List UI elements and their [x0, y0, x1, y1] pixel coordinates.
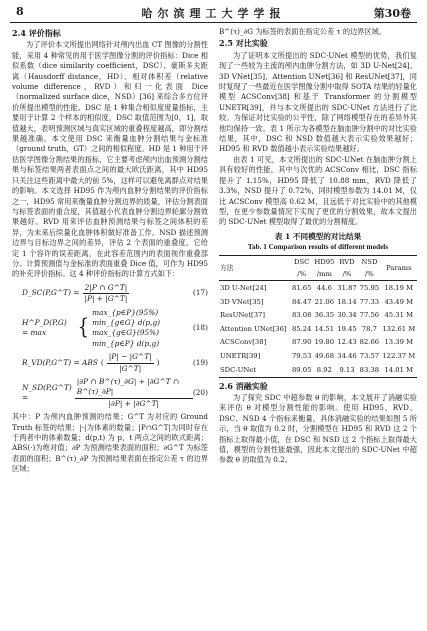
table-row: 3D U-Net[24] 81.65 44.6 31.87 75.95 18.19 M	[220, 283, 414, 292]
symbol-definitions: 其中：P 为颅内血肿预测的结果；G^T 为对应的 Ground Truth 标签的结果；|·|为体素的数量；|P∩G^T|为同时存在于两者中的体素数量；d(p,t) 为 p，t 两点之间的欧式距离；ABS(·)为绝对值；∂P 为预测结果表面的面积；∂G^T 为标签表面的面积；B^(τ)_∂P 为预测结果表面在指定公差 τ 的边界区域；	[12, 412, 208, 474]
unit-nsd: /%	[358, 268, 380, 281]
eq17-numerator: 2|P ∩ G^T|	[83, 283, 130, 294]
equation-20	[12, 377, 208, 409]
continued-text: B^(τ)_∂G 为标签的表面在指定公差 τ 的边界区域。	[219, 27, 386, 36]
eq20-lhs: N_SD(P,G^T) =	[22, 382, 72, 403]
comparison-paragraph: 为了证明本文所提出的 SDC-UNet 模型的优势，我们复现了一些较为主流的颅内血肿分割方法，如 3D U-Net[24]、3D VNet[35]、Attention UNet[36] 和 ResUNet[37]，同时复现了一些最近在医学图像分割中取得 SOTA 结果的轻量化模型 ACSConv[38] 和基于 Transformer 的分割模型 UNETR[39]，并与本文所提出的 SDC-UNet 方法进行了比较。为保证对比实验的公平性，除了网络模型存在的差异外其他均保持一致。表 1 所示为各模型在脑血肿分割中的对比实验结果，其中，DSC 和 NSD 数值越大表示实验效果越好；HD95 和 RVD 数值越小表示实验结果越好。	[219, 50, 417, 154]
table-row: UNETR[39] 79.53 49.68 34.46 73.57 122.37 M	[220, 351, 416, 360]
volume-label: 第30卷	[373, 7, 411, 20]
section-2-4-title: 2.4 评价指标	[12, 28, 61, 38]
section-2-5-title: 2.5 对比实验	[219, 38, 268, 49]
eq17-denominator: |P| + |G^T|	[84, 294, 128, 304]
unit-hd95: /mm	[313, 268, 336, 281]
right-column	[219, 27, 417, 466]
table-row: SDC-UNet 89.05 8.92 9.13 83.38 14.01 M	[219, 363, 417, 377]
unit-rvd: /%	[336, 268, 358, 281]
eq17-lhs: D_SC(P,G^T) =	[22, 288, 80, 298]
eq19-number: (19)	[192, 357, 208, 367]
eq17-number: (17)	[192, 288, 208, 298]
journal-title: 哈尔滨理工大学学报	[141, 7, 286, 20]
table-row: ResUNet[37] 83.08 36.35 30.34 77.56 45.31 M	[220, 311, 414, 320]
eq18-number: (18)	[192, 323, 208, 333]
comparison-table	[219, 255, 417, 378]
table-header-row	[219, 255, 417, 268]
col-header-rvd: RVD	[336, 255, 358, 268]
section-2-6-title: 2.6 消融实验	[219, 380, 268, 391]
eq18-line1: max_{p∈P}(95%) min_{g∈G} d(p,g)	[92, 307, 161, 327]
col-header-nsd: NSD	[358, 255, 380, 268]
header-rule	[10, 22, 417, 23]
brace-symbol: {	[77, 314, 90, 341]
equation-19: R_VD(P,G^T) = ABS ( $\frac{|P| - |G\^{}T|}{|G\^{}T|}$ ) (19)	[22, 352, 208, 373]
col-header-dsc: DSC	[290, 255, 312, 268]
table-row: Attention UNet[36] 85.24 14.51 19.45 78.7 132.61 M	[220, 324, 416, 333]
eq19-numerator: |P| − |G^T|	[107, 352, 154, 363]
col-header-hd95: HD95	[313, 255, 336, 268]
table-row: 3D VNet[35] 84.47 21.06 18.14 77.33 43.49 M	[220, 297, 414, 306]
equation-18	[12, 308, 208, 350]
eq19-denominator: |G^T|	[119, 363, 142, 373]
table-caption-en: Tab. 1 Comparison results of different models	[247, 243, 389, 252]
table-caption-cn: 表 1 不同模型的对比结果	[274, 231, 362, 241]
col-header-params: Params	[381, 255, 417, 281]
ablation-paragraph: 为了探究 SDC 中超参数 θ 的影响，本文展开了消融实验来评估 θ 对模型分割性能的影响。使用 HD95、RVD、DSC、NSD 4 个指标来衡量，具体消融实验的结果如图 5 所示，当 θ 取值为 0.2 时，分割模型在 HD95 和 RVD 这 2 个指标上取得最小值，在 DSC 和 NSD 这 2 个指标上取得最大值，模型的分割性能最强，因此本文提出的 SDC-UNet 中超参数 θ 的取值为 0.2。	[219, 392, 417, 465]
page-header	[0, 0, 427, 24]
comparison-results-paragraph: 由表 1 可见，本文所提出的 SDC-UNet 在脑血肿分割上具有较好的性能，其中与次优的 ACSConv 相比，DSC 指标提升了 1.15%，HD95 降低了 10.88 mm，RVD 降低了 3.3%，NSD 提升了 0.72%，同时模型参数为 14.01 M，仅比 ACSConv 模型高 0.62 M，且远低于对比实验中的其他模型，在更少参数量情况下实现了更优的分割效果，故本文提出的 SDC-UNet 模型取得了最优的分割精度。	[219, 154, 417, 227]
page-number: 8	[16, 5, 24, 18]
left-column	[12, 27, 208, 475]
eq18-line2: max_{g∈G}(95%) min_{p∈P} d(p,g)	[92, 328, 160, 348]
equation-17	[12, 283, 208, 305]
evaluation-paragraph: 为了评价本文所提出网络针对颅内出血 CT 图像的分割性能，采用 4 种常见的用于医学图像分割的评价指标：Dice 相似系数（dice similarity coefficient，DSC）、豪斯多夫距离（Hausdorff distance，HD）、相对体积差（relative volume difference，RVD）和归一化表面 Dice（normalized surface dice，NSD）[36] 来综合多方位评价所提出模型的性能。DSC 是 1 种集合相似度度量指标，主要用于计算 2 个样本的相似度，DSC 取值范围为[0，1]，取值越大，表明预测区域与真实区域的重叠程度越高，即分割结果越准确。本文使用 DSC 来衡量血肿分割结果与金标准（ground truth，GT）之间的相似程度。HD 是 1 种用于评估医学图像分割结果的指标，它主要考虑颅内出血预测分割结果与标签结果两者表面点之间的最大欧氏距离，其中 HD95 只关注这些距离中最大的前 5%，这样可以避免离群点对结果的影响。本文选择 HD95 作为颅内血肿分割结果的评价指标之一，HD95 常用来衡量血肿分割边界的质量，评估分割表面与标签表面的重合度，其值越小代表血肿分割边界轮廓分割效果越好。RVD 用来评估血肿预测结果与标签之间体积的差异，为未来后续量化血肿体积做好准备工作。NSD 描述预测边界与目标边界之间的差异，评估 2 个表面的重叠度，它给定 1 个容许的误差距离，在此容差范围内的表面视作重叠部分。计算预测值与金标准的表面重叠 Dice 值，可作为 HD95 的补充评价指标。这 4 种评价指标的计算方式如下：	[12, 40, 208, 279]
eq19-lhs: R_VD(P,G^T) = ABS	[22, 357, 98, 367]
eq20-number: (20)	[192, 387, 208, 397]
eq20-numerator: |∂P ∩ B^(τ)_∂G| + |∂G^T ∩ B^(τ)_∂P|	[75, 377, 193, 399]
eq18-lhs: H^P_D(P,G) = max	[22, 317, 67, 338]
unit-dsc: /%	[290, 268, 312, 281]
eq20-denominator: |∂P| + |∂G^T|	[108, 398, 160, 408]
table-row: ACSConv[38] 87.90 19.80 12.43 82.66 13.39 M	[220, 338, 414, 347]
col-header-method: 方法	[219, 255, 290, 281]
